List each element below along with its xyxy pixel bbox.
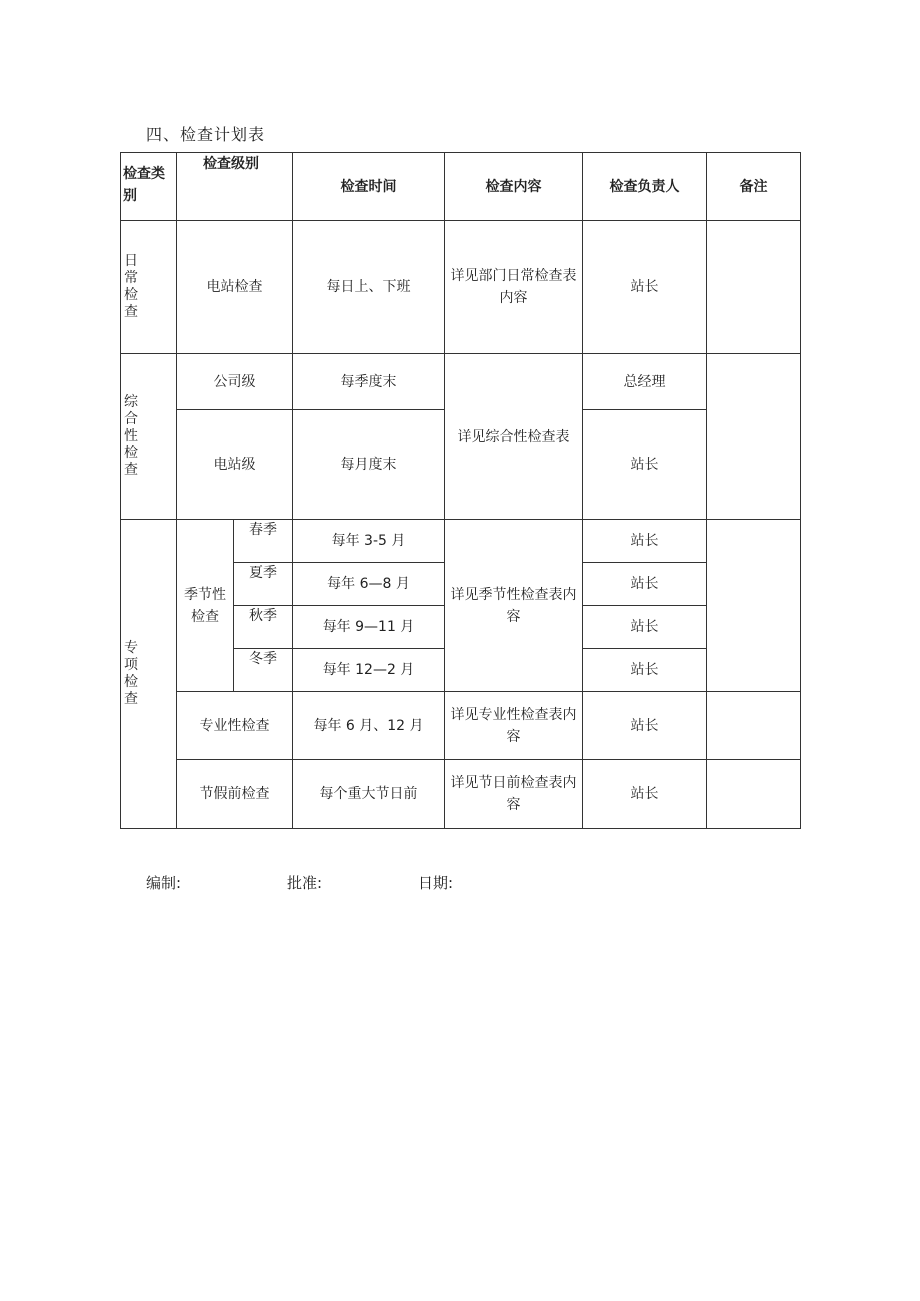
- level-daily: 电站检查: [177, 221, 293, 354]
- header-owner: 检查负责人: [583, 153, 707, 221]
- time-winter: 每年 12—2 月: [293, 649, 445, 692]
- level-company: 公司级: [177, 354, 293, 410]
- remark-seasonal: [707, 520, 801, 692]
- owner-station: 站长: [583, 410, 707, 520]
- table-header-row: [121, 153, 801, 221]
- remark-holiday: [707, 760, 801, 829]
- owner-spring: 站长: [583, 520, 707, 563]
- content-holiday: 详见节日前检查表内容: [445, 760, 583, 829]
- owner-autumn: 站长: [583, 606, 707, 649]
- remark-comprehensive: [707, 354, 801, 520]
- season-summer: 夏季: [234, 563, 293, 606]
- owner-holiday: 站长: [583, 760, 707, 829]
- category-daily: 日常检查: [121, 221, 177, 354]
- time-summer: 每年 6—8 月: [293, 563, 445, 606]
- content-comprehensive: 详见综合性检查表: [445, 354, 583, 520]
- content-professional: 详见专业性检查表内容: [445, 692, 583, 760]
- prepared-by-label: 编制:: [146, 874, 182, 892]
- level-professional: 专业性检查: [177, 692, 293, 760]
- section-title: 四、检查计划表: [146, 125, 266, 144]
- owner-company: 总经理: [583, 354, 707, 410]
- table-row-spring: [121, 520, 801, 563]
- time-company: 每季度末: [293, 354, 445, 410]
- time-station: 每月度末: [293, 410, 445, 520]
- content-daily: 详见部门日常检查表内容: [445, 221, 583, 354]
- owner-summer: 站长: [583, 563, 707, 606]
- time-spring: 每年 3-5 月: [293, 520, 445, 563]
- category-special: 专项检查: [121, 520, 177, 829]
- header-time: 检查时间: [293, 153, 445, 221]
- table-row-professional: [121, 692, 801, 760]
- header-category: 检查类别: [121, 153, 177, 221]
- header-level: 检查级别: [177, 153, 293, 221]
- approved-by-label: 批准:: [287, 874, 323, 892]
- table-row-holiday: [121, 760, 801, 829]
- season-winter: 冬季: [234, 649, 293, 692]
- content-seasonal: 详见季节性检查表内容: [445, 520, 583, 692]
- date-label: 日期:: [418, 874, 454, 892]
- season-spring: 春季: [234, 520, 293, 563]
- time-daily: 每日上、下班: [293, 221, 445, 354]
- owner-professional: 站长: [583, 692, 707, 760]
- header-remark: 备注: [707, 153, 801, 221]
- time-autumn: 每年 9—11 月: [293, 606, 445, 649]
- header-content: 检查内容: [445, 153, 583, 221]
- category-comprehensive: 综合性检查: [121, 354, 177, 520]
- level-station: 电站级: [177, 410, 293, 520]
- remark-professional: [707, 692, 801, 760]
- level-holiday: 节假前检查: [177, 760, 293, 829]
- inspection-plan-table: [120, 152, 801, 829]
- season-autumn: 秋季: [234, 606, 293, 649]
- table-row-daily: [121, 221, 801, 354]
- level-seasonal: 季节性检查: [177, 520, 234, 692]
- remark-daily: [707, 221, 801, 354]
- time-professional: 每年 6 月、12 月: [293, 692, 445, 760]
- owner-daily: 站长: [583, 221, 707, 354]
- table-row-comprehensive-company: [121, 354, 801, 410]
- owner-winter: 站长: [583, 649, 707, 692]
- time-holiday: 每个重大节日前: [293, 760, 445, 829]
